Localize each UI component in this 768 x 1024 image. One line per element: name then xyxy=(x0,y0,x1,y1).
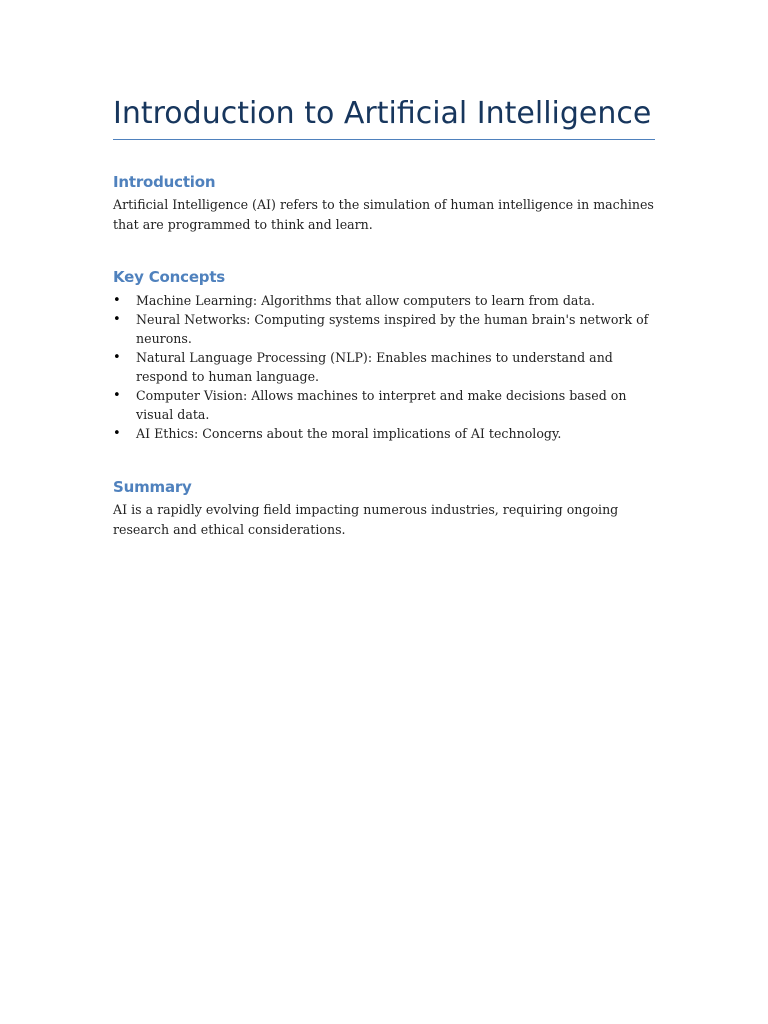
bullet-icon: • xyxy=(113,312,121,327)
key-concepts-list xyxy=(113,291,655,443)
list-item xyxy=(113,291,655,310)
section-heading-key-concepts: Key Concepts xyxy=(113,268,226,286)
list-item xyxy=(113,348,655,386)
bullet-icon: • xyxy=(113,426,121,441)
bullet-icon: • xyxy=(113,350,121,365)
list-item-text: Machine Learning: Algorithms that allow computers to learn from data. xyxy=(136,293,596,308)
list-item-text: Neural Networks: Computing systems inspired by the human brain's network of neurons. xyxy=(136,312,649,346)
section-heading-introduction: Introduction xyxy=(113,173,216,191)
list-item-text: Natural Language Processing (NLP): Enables machines to understand and respond to human language. xyxy=(136,350,613,384)
section-introduction xyxy=(113,171,655,235)
section-summary xyxy=(113,476,655,540)
document-title: Introduction to Artificial Intelligence xyxy=(113,96,652,131)
bullet-icon: • xyxy=(113,388,121,403)
section-key-concepts xyxy=(113,266,655,443)
list-item xyxy=(113,424,655,443)
list-item-text: Computer Vision: Allows machines to interpret and make decisions based on visual data. xyxy=(136,388,627,422)
list-item-text: AI Ethics: Concerns about the moral implications of AI technology. xyxy=(136,426,562,441)
title-underline-rule xyxy=(113,139,655,140)
list-item xyxy=(113,386,655,424)
introduction-paragraph: Artificial Intelligence (AI) refers to the simulation of human intelligence in machines that are programmed to think and learn. xyxy=(113,197,654,232)
list-item xyxy=(113,310,655,348)
summary-paragraph: AI is a rapidly evolving field impacting numerous industries, requiring ongoing research and ethical considerations. xyxy=(113,502,619,537)
section-heading-summary: Summary xyxy=(113,478,192,496)
bullet-icon: • xyxy=(113,293,121,308)
